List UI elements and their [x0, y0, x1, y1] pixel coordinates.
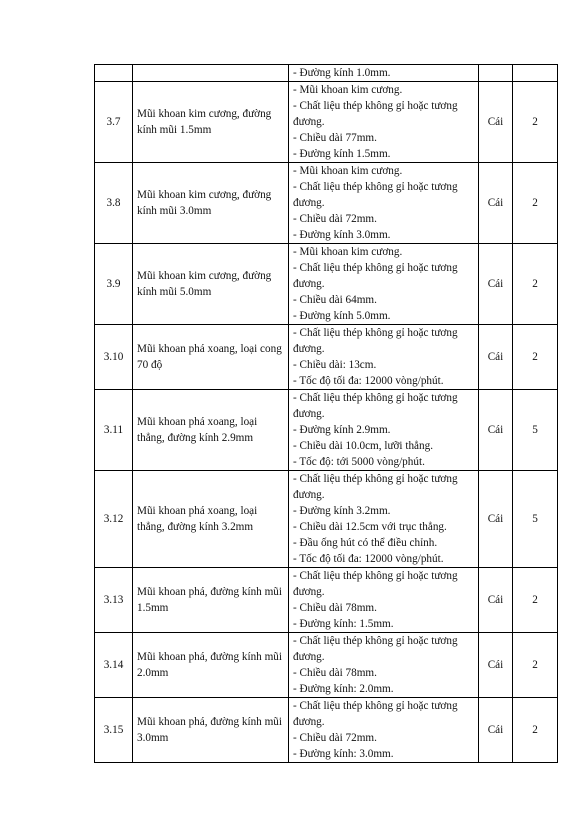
table-row	[95, 163, 558, 244]
table-row	[95, 390, 558, 471]
spec-line: - Đường kính: 2.0mm.	[293, 683, 394, 695]
item-number-cell: 3.7	[95, 82, 133, 163]
spec-line: - Chiều dài 10.0cm, lưỡi thẳng.	[293, 440, 433, 452]
item-name-cell: Mũi khoan phá xoang, loại thẳng, đường kính 2.9mm	[133, 390, 289, 471]
item-number-cell: 3.13	[95, 568, 133, 633]
item-unit-cell: Cái	[479, 633, 513, 698]
item-specs-cell	[289, 65, 479, 82]
spec-line: - Chất liệu thép không gỉ hoặc tương	[293, 392, 458, 404]
item-quantity-cell: 5	[513, 471, 558, 568]
spec-line: - Chiều dài 78mm.	[293, 602, 377, 614]
spec-line: - Chiều dài 72mm.	[293, 213, 377, 225]
item-specs-cell	[289, 82, 479, 163]
item-name-cell: Mũi khoan kim cương, đường kính mũi 1.5mm	[133, 82, 289, 163]
table-row	[95, 568, 558, 633]
table-row	[95, 65, 558, 82]
spec-line: - Chất liệu thép không gỉ hoặc tương	[293, 181, 458, 193]
spec-line: đương.	[293, 716, 325, 728]
spec-line: - Đường kính 2.9mm.	[293, 424, 391, 436]
spec-line: - Chất liệu thép không gỉ hoặc tương	[293, 262, 458, 274]
item-quantity-cell	[513, 65, 558, 82]
item-number-cell: 3.12	[95, 471, 133, 568]
spec-line: - Chiều dài: 13cm.	[293, 359, 377, 371]
table-row	[95, 244, 558, 325]
spec-line: - Chiều dài 12.5cm với trục thẳng.	[293, 521, 447, 533]
spec-line: - Đường kính 1.5mm.	[293, 148, 391, 160]
spec-line: - Chiều dài 72mm.	[293, 732, 377, 744]
item-specs-cell	[289, 244, 479, 325]
table-row	[95, 698, 558, 763]
table-row	[95, 82, 558, 163]
spec-line: đương.	[293, 197, 325, 209]
item-quantity-cell: 2	[513, 698, 558, 763]
spec-line: đương.	[293, 489, 325, 501]
item-name-cell: Mũi khoan phá xoang, loại cong 70 độ	[133, 325, 289, 390]
item-number-cell: 3.14	[95, 633, 133, 698]
spec-line: đương.	[293, 586, 325, 598]
item-specs-cell	[289, 633, 479, 698]
item-name-cell: Mũi khoan phá xoang, loại thẳng, đường kính 3.2mm	[133, 471, 289, 568]
spec-line: đương.	[293, 343, 325, 355]
spec-line: - Chất liệu thép không gỉ hoặc tương	[293, 327, 458, 339]
item-unit-cell: Cái	[479, 698, 513, 763]
item-name-cell	[133, 65, 289, 82]
item-quantity-cell: 2	[513, 244, 558, 325]
spec-line: - Đường kính 3.2mm.	[293, 505, 391, 517]
table-row	[95, 633, 558, 698]
item-name-cell: Mũi khoan kim cương, đường kính mũi 3.0mm	[133, 163, 289, 244]
table-row	[95, 325, 558, 390]
item-number-cell: 3.10	[95, 325, 133, 390]
spec-line: - Đường kính: 3.0mm.	[293, 748, 394, 760]
table-row	[95, 471, 558, 568]
item-number-cell: 3.11	[95, 390, 133, 471]
item-unit-cell: Cái	[479, 163, 513, 244]
item-unit-cell: Cái	[479, 325, 513, 390]
item-specs-cell	[289, 390, 479, 471]
item-unit-cell: Cái	[479, 471, 513, 568]
item-quantity-cell: 2	[513, 325, 558, 390]
spec-line: đương.	[293, 651, 325, 663]
item-quantity-cell: 2	[513, 82, 558, 163]
item-number-cell: 3.9	[95, 244, 133, 325]
item-quantity-cell: 2	[513, 633, 558, 698]
spec-line: - Chất liệu thép không gỉ hoặc tương	[293, 700, 458, 712]
item-number-cell: 3.15	[95, 698, 133, 763]
spec-line: - Đường kính: 1.5mm.	[293, 618, 394, 630]
item-unit-cell	[479, 65, 513, 82]
item-name-cell: Mũi khoan kim cương, đường kính mũi 5.0mm	[133, 244, 289, 325]
item-quantity-cell: 2	[513, 568, 558, 633]
spec-line: - Đường kính 1.0mm.	[293, 67, 391, 79]
spec-line: - Chất liệu thép không gỉ hoặc tương	[293, 635, 458, 647]
spec-line: - Mũi khoan kim cương.	[293, 246, 403, 258]
spec-line: - Đầu ống hút có thể điều chỉnh.	[293, 537, 438, 549]
spec-line: - Tốc độ: tới 5000 vòng/phút.	[293, 456, 425, 468]
item-quantity-cell: 2	[513, 163, 558, 244]
spec-line: đương.	[293, 116, 325, 128]
spec-line: - Tốc độ tối đa: 12000 vòng/phút.	[293, 375, 444, 387]
item-quantity-cell: 5	[513, 390, 558, 471]
item-name-cell: Mũi khoan phá, đường kính mũi 3.0mm	[133, 698, 289, 763]
item-number-cell	[95, 65, 133, 82]
item-number-cell: 3.8	[95, 163, 133, 244]
item-unit-cell: Cái	[479, 244, 513, 325]
spec-line: - Chiều dài 77mm.	[293, 132, 377, 144]
spec-line: - Chiều dài 64mm.	[293, 294, 377, 306]
spec-line: - Mũi khoan kim cương.	[293, 84, 403, 96]
item-specs-cell	[289, 698, 479, 763]
spec-line: - Chất liệu thép không gỉ hoặc tương	[293, 570, 458, 582]
item-unit-cell: Cái	[479, 390, 513, 471]
spec-line: - Tốc độ tối đa: 12000 vòng/phút.	[293, 553, 444, 565]
item-name-cell: Mũi khoan phá, đường kính mũi 2.0mm	[133, 633, 289, 698]
equipment-spec-table	[94, 64, 558, 763]
spec-line: - Chất liệu thép không gỉ hoặc tương	[293, 100, 458, 112]
item-specs-cell	[289, 163, 479, 244]
item-unit-cell: Cái	[479, 568, 513, 633]
spec-line: đương.	[293, 278, 325, 290]
spec-line: đương.	[293, 408, 325, 420]
item-name-cell: Mũi khoan phá, đường kính mũi 1.5mm	[133, 568, 289, 633]
spec-line: - Đường kính 3.0mm.	[293, 229, 391, 241]
item-unit-cell: Cái	[479, 82, 513, 163]
spec-line: - Đường kính 5.0mm.	[293, 310, 391, 322]
spec-table-body	[95, 65, 558, 763]
item-specs-cell	[289, 568, 479, 633]
spec-line: - Chất liệu thép không gỉ hoặc tương	[293, 473, 458, 485]
spec-line: - Mũi khoan kim cương.	[293, 165, 403, 177]
spec-line: - Chiều dài 78mm.	[293, 667, 377, 679]
item-specs-cell	[289, 471, 479, 568]
item-specs-cell	[289, 325, 479, 390]
